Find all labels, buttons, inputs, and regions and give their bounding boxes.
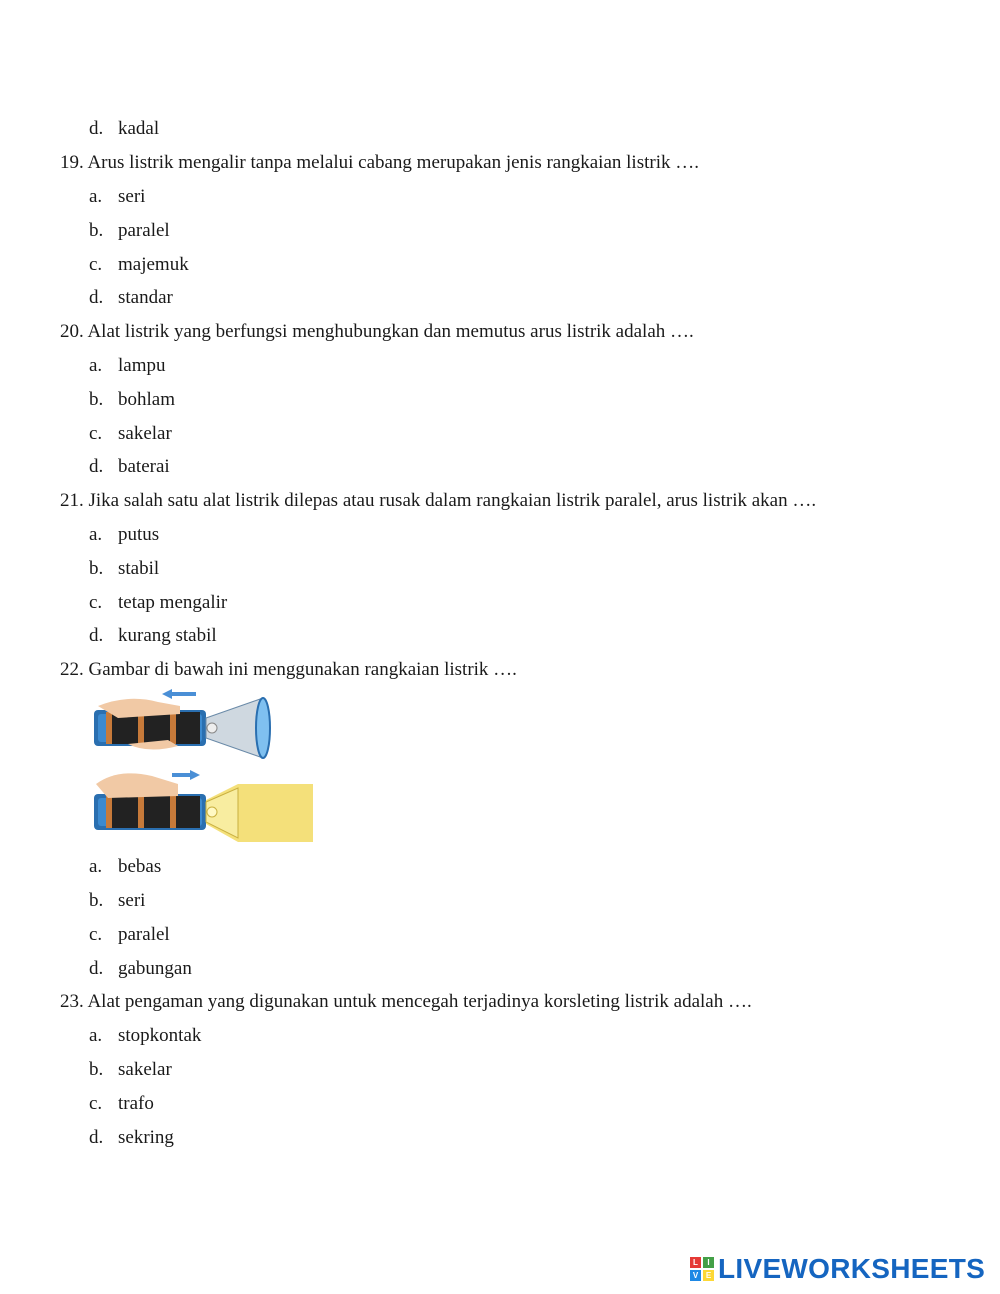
option-text[interactable]: sakelar <box>118 1059 172 1080</box>
logo-squares-icon <box>690 1257 714 1281</box>
question-20-text: 20. Alat listrik yang berfungsi menghubungkan dan memutus arus listrik adalah …. <box>60 321 694 342</box>
option-text[interactable]: seri <box>118 890 146 911</box>
option-letter: b. <box>89 558 104 579</box>
option-text[interactable]: seri <box>118 186 146 207</box>
option-letter: c. <box>89 924 103 945</box>
option-letter: d. <box>89 456 104 477</box>
option-text[interactable]: tetap mengalir <box>118 592 228 613</box>
logo-square: E <box>703 1270 714 1281</box>
option-letter: d. <box>89 287 104 308</box>
option-text[interactable]: sekring <box>118 1127 174 1148</box>
option-text[interactable]: kurang stabil <box>118 625 217 646</box>
option-text[interactable]: bebas <box>118 856 162 877</box>
option-text[interactable]: stopkontak <box>118 1025 202 1046</box>
option-letter: b. <box>89 890 104 911</box>
option-text[interactable]: paralel <box>118 220 170 241</box>
question-19-text: 19. Arus listrik mengalir tanpa melalui cabang merupakan jenis rangkaian listrik …. <box>60 152 699 173</box>
option-text[interactable]: standar <box>118 287 173 308</box>
option-text[interactable]: majemuk <box>118 254 189 275</box>
option-text[interactable]: bohlam <box>118 389 175 410</box>
option-text[interactable]: sakelar <box>118 423 172 444</box>
option-text[interactable]: trafo <box>118 1093 154 1114</box>
flashlight-illustration <box>88 688 318 848</box>
option-letter: a. <box>89 1025 103 1046</box>
option-text[interactable]: paralel <box>118 924 170 945</box>
option-letter: d. <box>89 625 104 646</box>
option-letter: b. <box>89 389 104 410</box>
option-text[interactable]: stabil <box>118 558 160 579</box>
option-letter: a. <box>89 186 103 207</box>
option-letter: a. <box>89 524 103 545</box>
logo-text: LIVEWORKSHEETS <box>718 1253 986 1284</box>
option-letter: c. <box>89 254 103 275</box>
flashlight-off-image <box>94 689 270 758</box>
option-text[interactable]: baterai <box>118 456 170 477</box>
option-letter: a. <box>89 856 103 877</box>
option-text[interactable]: lampu <box>118 355 166 376</box>
option-letter: c. <box>89 423 103 444</box>
option-letter: b. <box>89 220 104 241</box>
question-23-text: 23. Alat pengaman yang digunakan untuk mencegah terjadinya korsleting listrik adalah …. <box>60 991 752 1012</box>
liveworksheets-logo[interactable] <box>690 1254 985 1284</box>
option-letter: c. <box>89 1093 103 1114</box>
question-22-text: 22. Gambar di bawah ini menggunakan rangkaian listrik …. <box>60 659 517 680</box>
logo-square: V <box>690 1270 701 1281</box>
option-text: kadal <box>118 118 160 139</box>
question-21-text: 21. Jika salah satu alat listrik dilepas atau rusak dalam rangkaian listrik paralel, arus listrik akan …. <box>60 490 817 511</box>
option-letter: d. <box>89 1127 104 1148</box>
option-letter: d. <box>89 118 104 139</box>
option-text[interactable]: gabungan <box>118 958 192 979</box>
logo-square: L <box>690 1257 701 1268</box>
logo-square: I <box>703 1257 714 1268</box>
option-letter: c. <box>89 592 103 613</box>
option-letter: a. <box>89 355 103 376</box>
flashlight-on-image <box>94 770 313 842</box>
option-letter: b. <box>89 1059 104 1080</box>
option-text[interactable]: putus <box>118 524 160 545</box>
option-letter: d. <box>89 958 104 979</box>
